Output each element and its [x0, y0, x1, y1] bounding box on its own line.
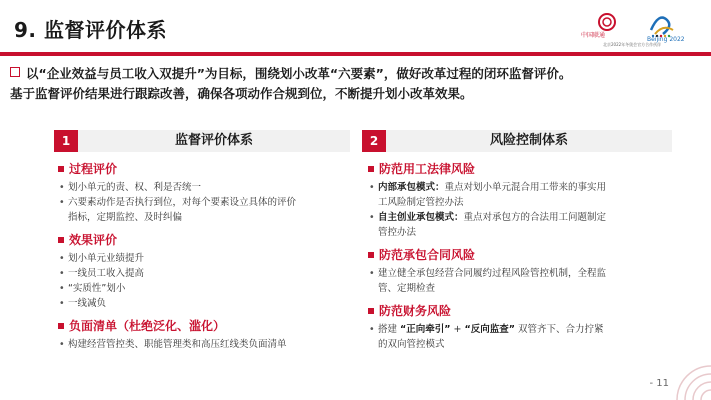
- left-panel-number: 1: [54, 130, 78, 152]
- list-item: • 一线减负: [58, 296, 348, 311]
- square-bullet-icon: [58, 166, 64, 172]
- checkbox-bullet-icon: [10, 67, 20, 77]
- logo-tagline: 北京2022年冬奥会官方合作伙伴: [603, 42, 662, 47]
- section-heading: 过程评价: [58, 160, 348, 177]
- right-panel-header: [362, 130, 672, 152]
- square-bullet-icon: [368, 308, 374, 314]
- list-item: • 六要素动作是否执行到位，对每个要素设立具体的评价: [58, 195, 348, 210]
- section-heading: 防范承包合同风险: [368, 246, 673, 263]
- section-heading: 负面清单（杜绝泛化、滥化）: [58, 317, 348, 334]
- list-item: • 搭建 “正向牵引” + “反向监查” 双管齐下、合力拧紧: [368, 322, 673, 337]
- list-item-continuation: 的双向管控模式: [378, 339, 445, 350]
- list-item: • 构建经营管控类、职能管理类和高压红线类负面清单: [58, 337, 348, 352]
- section-heading: 防范用工法律风险: [368, 160, 673, 177]
- list-item-continuation: 工风险制定管控办法: [378, 197, 464, 208]
- logo-partner: Beijing 2022: [647, 36, 685, 43]
- right-panel-content: [368, 160, 673, 352]
- section-heading: 效果评价: [58, 231, 348, 248]
- intro-line-1: 以“企业效益与员工收入双提升”为目标，围绕划小改革“六要素”，做好改革过程的闭环监督评价。: [26, 66, 572, 81]
- page-number: - 11: [649, 378, 669, 389]
- logo-brand-cn: 中国联通: [581, 32, 606, 39]
- square-bullet-icon: [368, 166, 374, 172]
- list-item-continuation: 管控办法: [378, 227, 417, 238]
- square-bullet-icon: [368, 252, 374, 258]
- list-item: • 一线员工收入提高: [58, 266, 348, 281]
- list-item: • 划小单元业绩提升: [58, 251, 348, 266]
- intro-line-2: 基于监督评价结果进行跟踪改善，确保各项动作合规到位，不断提升划小改革效果。: [10, 86, 473, 101]
- list-item: • 划小单元的责、权、利是否统一: [58, 180, 348, 195]
- square-bullet-icon: [58, 237, 64, 243]
- right-panel-title: 风险控制体系: [489, 133, 568, 148]
- list-item: • 内部承包模式：重点对划小单元混合用工带来的事实用: [368, 180, 673, 195]
- header-divider: [0, 52, 711, 56]
- section-heading: 防范财务风险: [368, 302, 673, 319]
- list-item: • 自主创业承包模式：重点对承包方的合法用工问题制定: [368, 210, 673, 225]
- corner-decoration-icon: [671, 360, 711, 400]
- list-item-continuation: 管、定期检查: [378, 283, 436, 294]
- left-panel-header: [54, 130, 350, 152]
- left-panel-title: 监督评价体系: [174, 133, 253, 148]
- square-bullet-icon: [58, 323, 64, 329]
- page-title: 9. 监督评价体系: [14, 18, 167, 42]
- right-panel-number: 2: [362, 130, 386, 152]
- list-item: • 建立健全承包经营合同履约过程风险管控机制，全程监: [368, 266, 673, 281]
- logo-group: [567, 6, 697, 50]
- list-item-continuation: 指标，定期监控、及时纠偏: [68, 212, 183, 223]
- intro-text: [10, 64, 700, 104]
- left-panel-content: [58, 160, 348, 352]
- list-item: • “实质性”划小: [58, 281, 348, 296]
